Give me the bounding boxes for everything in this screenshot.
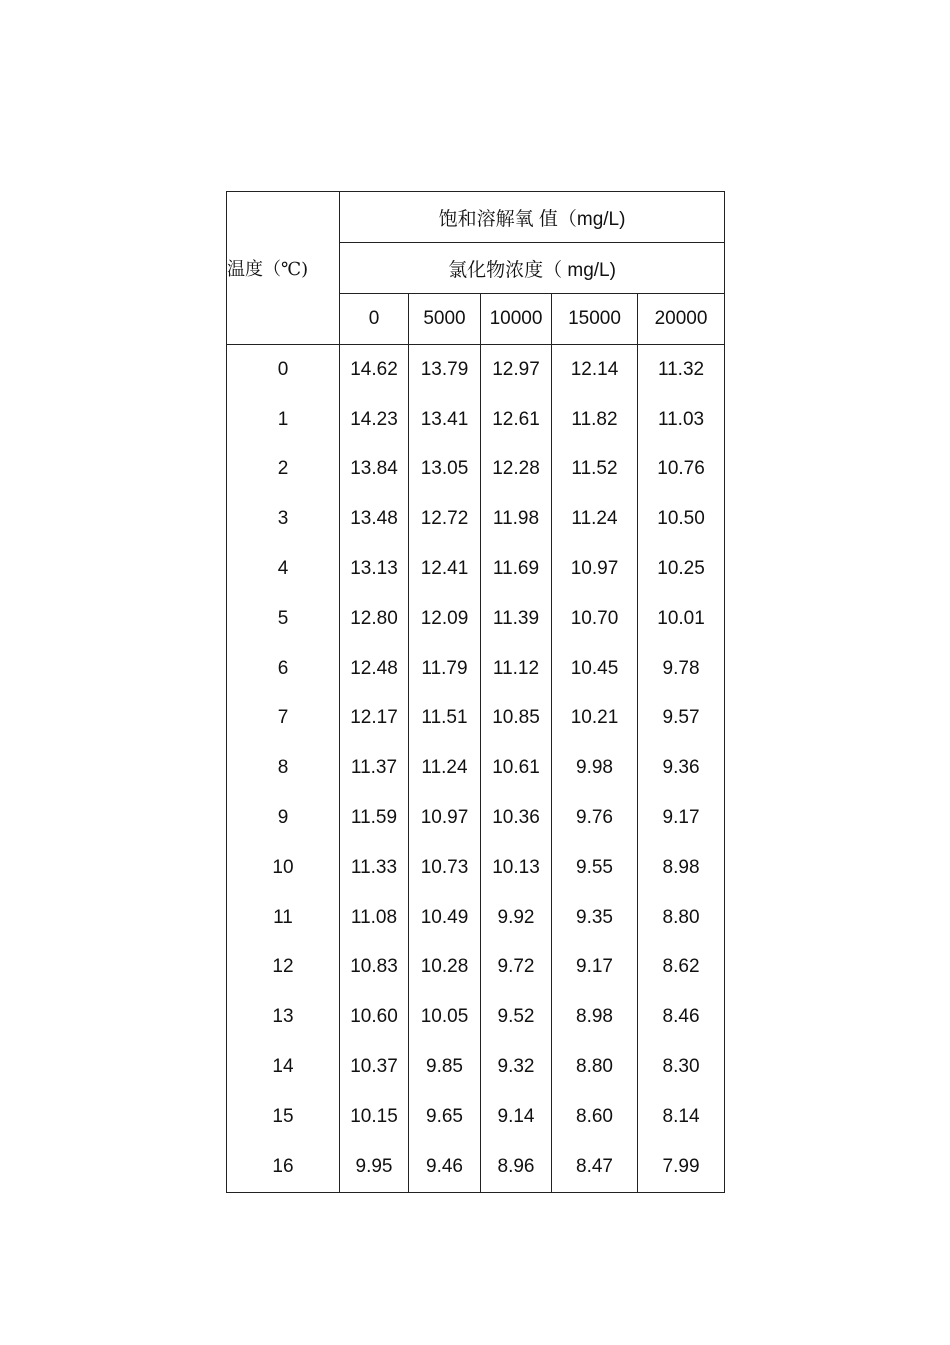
do-value-cell: 13.41 [409, 395, 481, 445]
do-value-cell: 9.95 [340, 1142, 409, 1192]
table-row [227, 1042, 725, 1092]
table-row [227, 743, 725, 793]
do-value-cell: 9.46 [409, 1142, 481, 1192]
temperature-cell: 6 [227, 644, 340, 694]
temperature-cell: 15 [227, 1092, 340, 1142]
chloride-concentration-header: 氯化物浓度（ mg/L) [340, 243, 725, 294]
do-value-cell: 11.79 [409, 644, 481, 694]
do-value-cell: 11.37 [340, 743, 409, 793]
temperature-cell: 16 [227, 1142, 340, 1192]
do-value-cell: 9.32 [481, 1042, 552, 1092]
table-row [227, 793, 725, 843]
do-value-cell: 12.14 [552, 345, 638, 395]
do-value-cell: 11.03 [638, 395, 725, 445]
temperature-cell: 14 [227, 1042, 340, 1092]
do-value-cell: 11.24 [552, 494, 638, 544]
temperature-cell: 3 [227, 494, 340, 544]
do-value-cell: 8.30 [638, 1042, 725, 1092]
do-value-cell: 12.09 [409, 594, 481, 644]
do-value-cell: 9.52 [481, 992, 552, 1042]
do-value-cell: 10.28 [409, 943, 481, 993]
table-body [227, 345, 725, 1193]
do-value-cell: 12.17 [340, 694, 409, 744]
do-value-cell: 11.82 [552, 395, 638, 445]
do-value-cell: 8.80 [638, 893, 725, 943]
do-value-cell: 10.85 [481, 694, 552, 744]
do-value-cell: 10.83 [340, 943, 409, 993]
do-value-cell: 8.62 [638, 943, 725, 993]
do-value-cell: 14.23 [340, 395, 409, 445]
do-value-cell: 11.32 [638, 345, 725, 395]
do-value-cell: 10.76 [638, 445, 725, 495]
do-value-cell: 10.13 [481, 843, 552, 893]
concentration-header: 0 [340, 294, 409, 345]
table-row [227, 594, 725, 644]
do-value-cell: 9.76 [552, 793, 638, 843]
do-value-cell: 12.72 [409, 494, 481, 544]
temperature-cell: 4 [227, 544, 340, 594]
do-value-cell: 8.98 [552, 992, 638, 1042]
do-value-cell: 10.36 [481, 793, 552, 843]
do-value-cell: 10.50 [638, 494, 725, 544]
do-value-cell: 8.96 [481, 1142, 552, 1192]
table-row [227, 544, 725, 594]
temperature-cell: 5 [227, 594, 340, 644]
table-row [227, 992, 725, 1042]
do-value-cell: 11.98 [481, 494, 552, 544]
table-row [227, 1092, 725, 1142]
table-row [227, 494, 725, 544]
do-value-cell: 11.69 [481, 544, 552, 594]
do-value-cell: 10.25 [638, 544, 725, 594]
do-value-cell: 12.97 [481, 345, 552, 395]
table-row [227, 345, 725, 395]
temperature-header: 温度（℃) [227, 192, 340, 345]
do-value-cell: 12.61 [481, 395, 552, 445]
temperature-cell: 13 [227, 992, 340, 1042]
do-value-cell: 12.80 [340, 594, 409, 644]
temperature-cell: 0 [227, 345, 340, 395]
table-row [227, 943, 725, 993]
concentration-header: 5000 [409, 294, 481, 345]
table-row [227, 1142, 725, 1192]
do-value-cell: 10.37 [340, 1042, 409, 1092]
do-value-cell: 11.12 [481, 644, 552, 694]
do-value-cell: 9.85 [409, 1042, 481, 1092]
do-value-cell: 11.51 [409, 694, 481, 744]
do-value-cell: 10.21 [552, 694, 638, 744]
do-value-cell: 11.59 [340, 793, 409, 843]
do-value-cell: 10.60 [340, 992, 409, 1042]
do-value-cell: 11.39 [481, 594, 552, 644]
do-value-cell: 9.65 [409, 1092, 481, 1142]
temperature-cell: 1 [227, 395, 340, 445]
do-value-cell: 9.57 [638, 694, 725, 744]
do-value-cell: 10.01 [638, 594, 725, 644]
do-value-cell: 9.78 [638, 644, 725, 694]
do-value-cell: 11.08 [340, 893, 409, 943]
do-value-cell: 9.36 [638, 743, 725, 793]
table-row [227, 395, 725, 445]
do-value-cell: 12.28 [481, 445, 552, 495]
do-value-cell: 10.97 [409, 793, 481, 843]
temperature-cell: 2 [227, 445, 340, 495]
do-value-cell: 11.33 [340, 843, 409, 893]
saturation-do-header: 饱和溶解氧 值（mg/L) [340, 192, 725, 243]
do-value-cell: 9.14 [481, 1092, 552, 1142]
temperature-cell: 7 [227, 694, 340, 744]
do-value-cell: 8.80 [552, 1042, 638, 1092]
do-value-cell: 10.61 [481, 743, 552, 793]
do-value-cell: 12.41 [409, 544, 481, 594]
do-value-cell: 8.14 [638, 1092, 725, 1142]
do-value-cell: 7.99 [638, 1142, 725, 1192]
concentration-header: 20000 [638, 294, 725, 345]
temperature-cell: 8 [227, 743, 340, 793]
do-value-cell: 13.48 [340, 494, 409, 544]
table-row [227, 644, 725, 694]
do-value-cell: 13.84 [340, 445, 409, 495]
do-value-cell: 12.48 [340, 644, 409, 694]
header-row-group [227, 192, 725, 243]
temperature-cell: 12 [227, 943, 340, 993]
do-value-cell: 9.55 [552, 843, 638, 893]
do-value-cell: 8.98 [638, 843, 725, 893]
do-value-cell: 10.15 [340, 1092, 409, 1142]
dissolved-oxygen-table [226, 191, 725, 1193]
do-value-cell: 13.79 [409, 345, 481, 395]
do-value-cell: 8.46 [638, 992, 725, 1042]
temperature-cell: 9 [227, 793, 340, 843]
do-value-cell: 10.73 [409, 843, 481, 893]
do-value-cell: 10.97 [552, 544, 638, 594]
do-value-cell: 10.70 [552, 594, 638, 644]
do-value-cell: 10.45 [552, 644, 638, 694]
table-row [227, 445, 725, 495]
do-value-cell: 9.92 [481, 893, 552, 943]
do-value-cell: 9.17 [638, 793, 725, 843]
concentration-header: 10000 [481, 294, 552, 345]
do-value-cell: 14.62 [340, 345, 409, 395]
table-row [227, 843, 725, 893]
do-value-cell: 11.24 [409, 743, 481, 793]
do-value-cell: 8.60 [552, 1092, 638, 1142]
temperature-cell: 10 [227, 843, 340, 893]
table-row [227, 893, 725, 943]
do-value-cell: 9.98 [552, 743, 638, 793]
temperature-cell: 11 [227, 893, 340, 943]
do-value-cell: 9.72 [481, 943, 552, 993]
do-value-cell: 8.47 [552, 1142, 638, 1192]
do-value-cell: 13.13 [340, 544, 409, 594]
do-value-cell: 9.17 [552, 943, 638, 993]
do-value-cell: 10.05 [409, 992, 481, 1042]
concentration-header: 15000 [552, 294, 638, 345]
do-value-cell: 11.52 [552, 445, 638, 495]
do-value-cell: 13.05 [409, 445, 481, 495]
do-value-cell: 9.35 [552, 893, 638, 943]
do-value-cell: 10.49 [409, 893, 481, 943]
table-row [227, 694, 725, 744]
